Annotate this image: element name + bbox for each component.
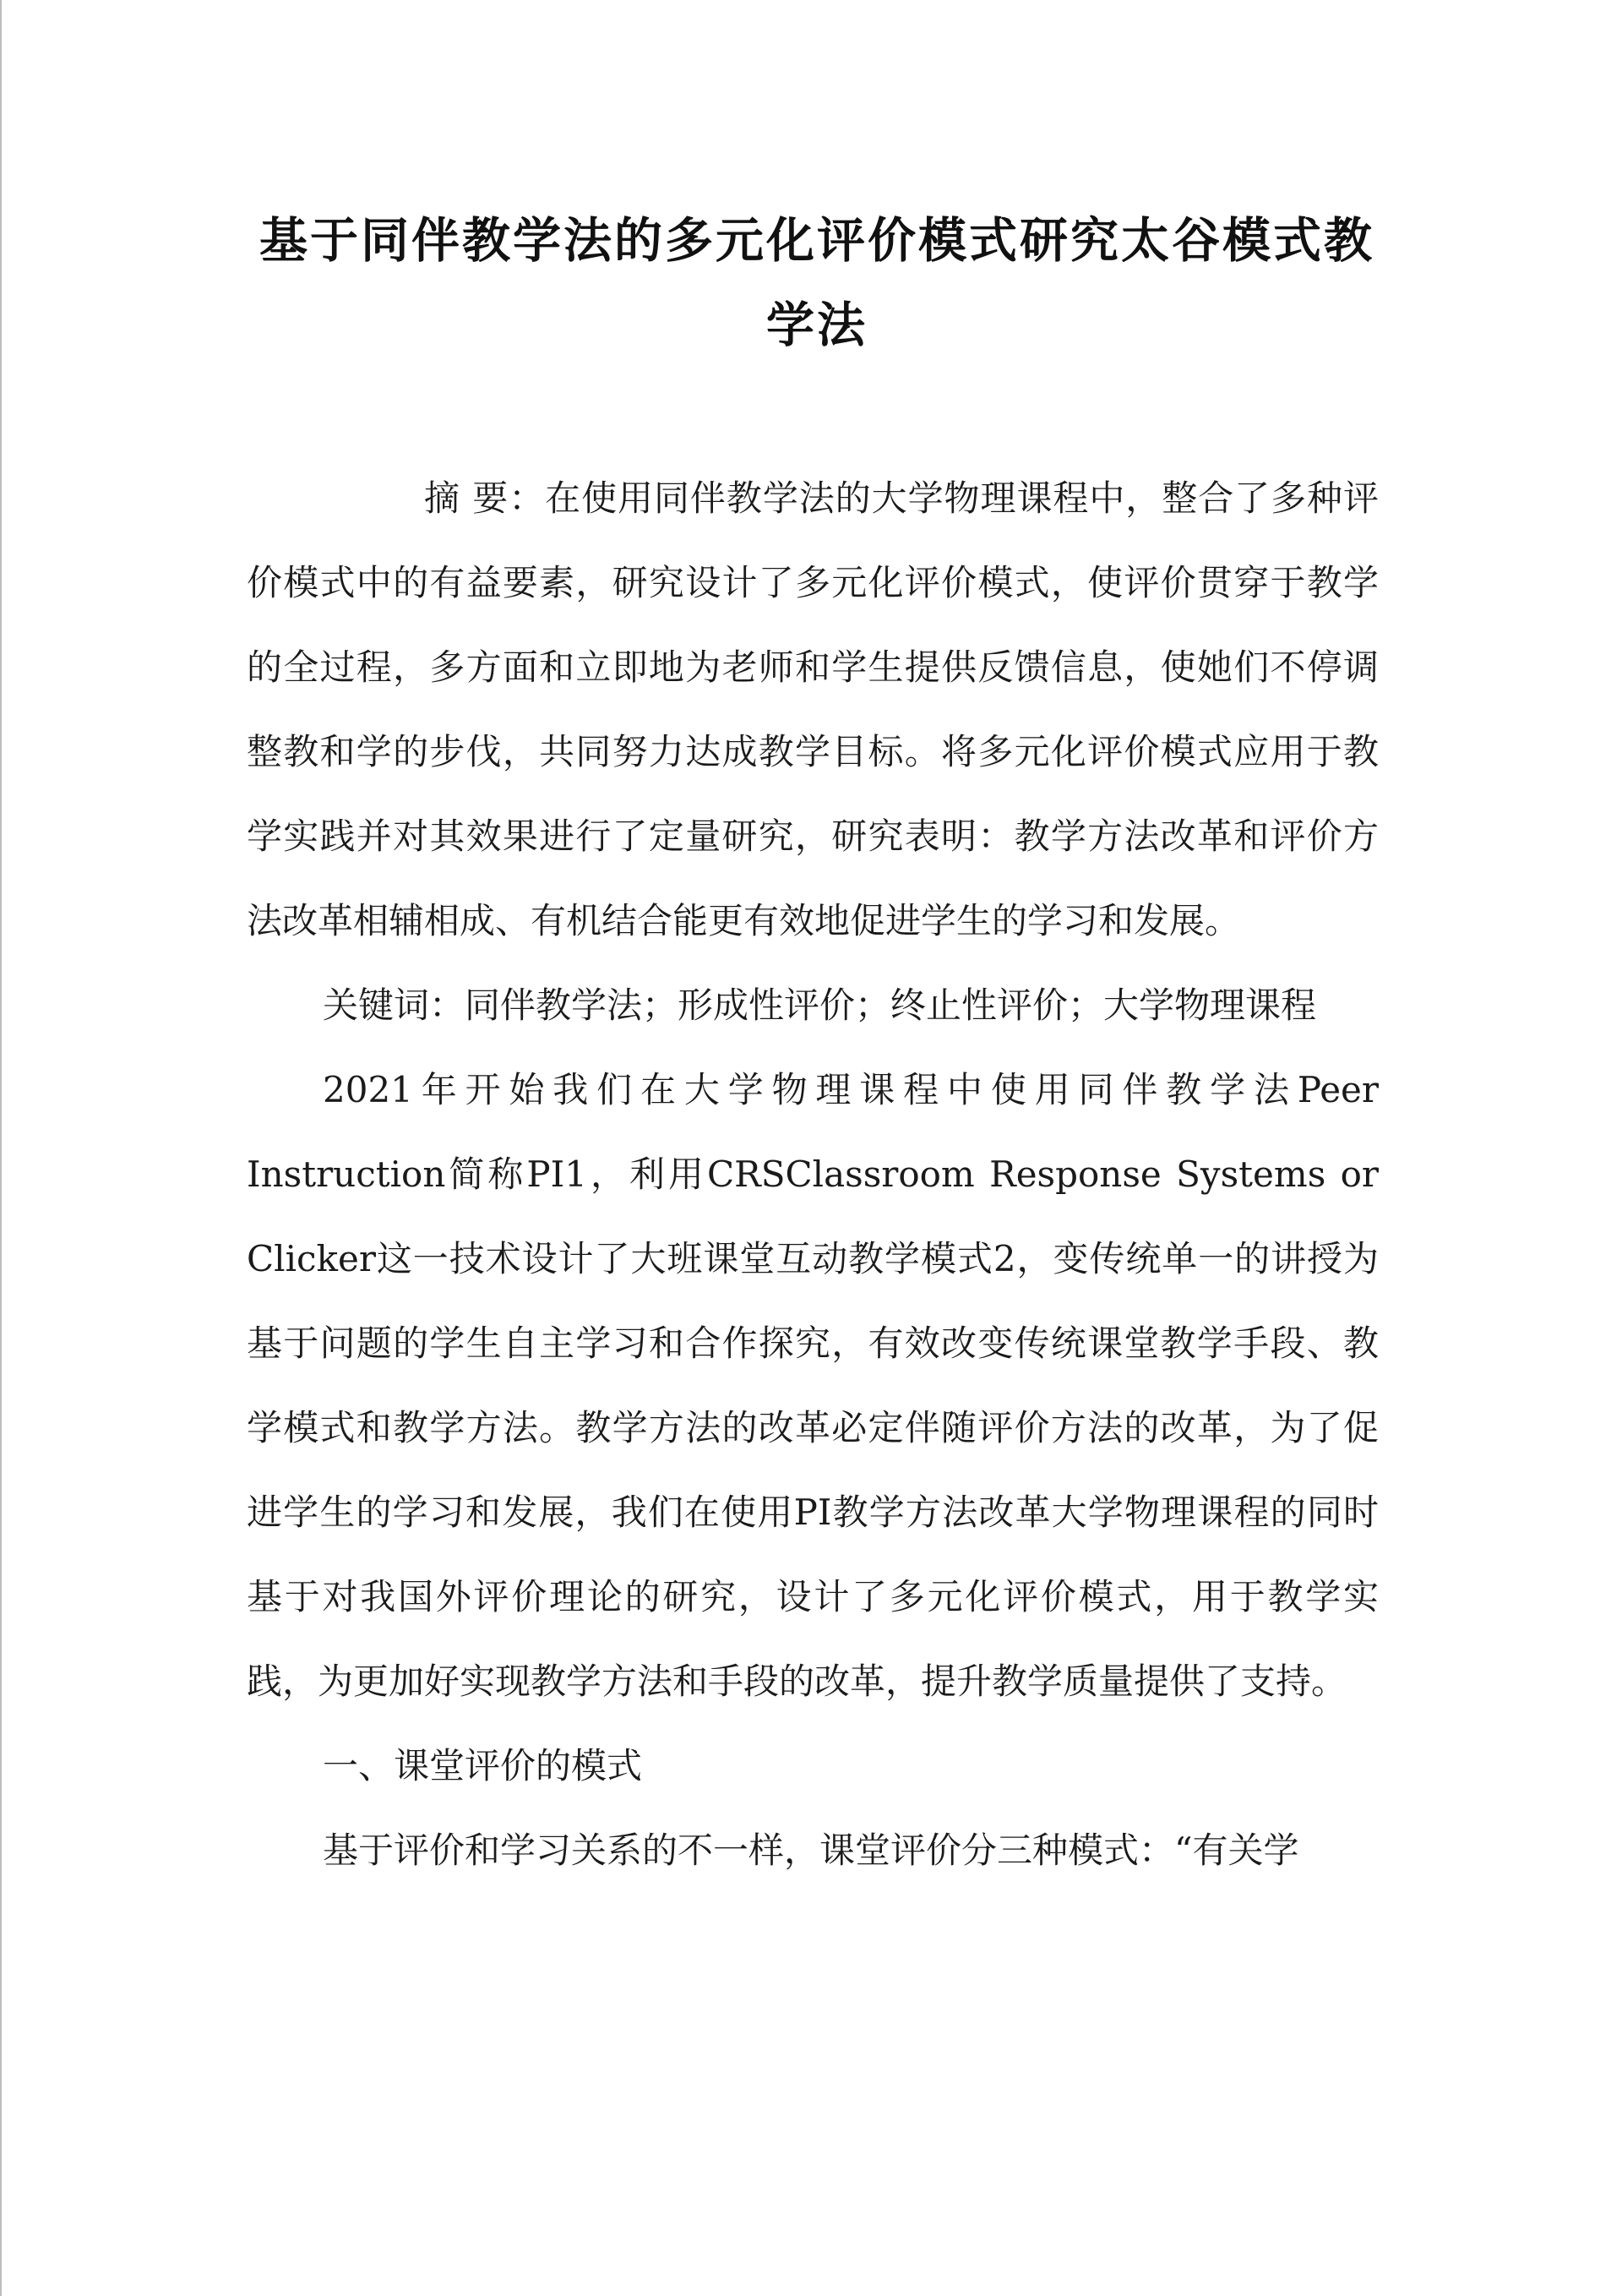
abstract-paragraph xyxy=(247,456,1379,963)
abstract-text: 在使用同伴教学法的大学物理课程中，整合了多种评价模式中的有益要素，研究设计了多元化评价模式，使评价贯穿于教学的全过程，多方面和立即地为老师和学生提供反馈信息，使她们不停调整教和学的步伐，共同努力达成教学目标。将多元化评价模式应用于教学实践并对其效果进行了定量研究，研究表明：教学方法改革和评价方法改革相辅相成、有机结合能更有效地促进学生的学习和发展。 xyxy=(247,477,1379,941)
abstract-label: 摘 要： xyxy=(424,477,546,519)
section-paragraph: 基于评价和学习关系的不一样，课堂评价分三种模式：“有关学 xyxy=(323,1830,1299,1871)
intro-paragraph: 2021年开始我们在大学物理课程中使用同伴教学法Peer Instruction简称PI1，利用CRSClassroom Response Systems or Clicker这一技术设计了大班课堂互动教学模式2，变传统单一的讲授为基于问题的学生自主学习和合作探究，有效改变传统课堂教学手段、教学模式和教学方法。教学方法的改革必定伴随评价方法的改革，为了促进学生的学习和发展，我们在使用PI教学方法改革大学物理课程的同时基于对我国外评价理论的研究，设计了多元化评价模式，用于教学实践，为更加好实现教学方法和手段的改革，提升教学质量提供了支持。 xyxy=(247,1069,1379,1702)
keywords-line: 关键词：同伴教学法；形成性评价；终止性评价；大学物理课程 xyxy=(323,984,1317,1026)
section-heading: 一、课堂评价的模式 xyxy=(323,1745,643,1786)
document-title: 基于同伴教学法的多元化评价模式研究太谷模式教学法 xyxy=(259,212,1374,353)
document-body xyxy=(247,456,1379,1893)
